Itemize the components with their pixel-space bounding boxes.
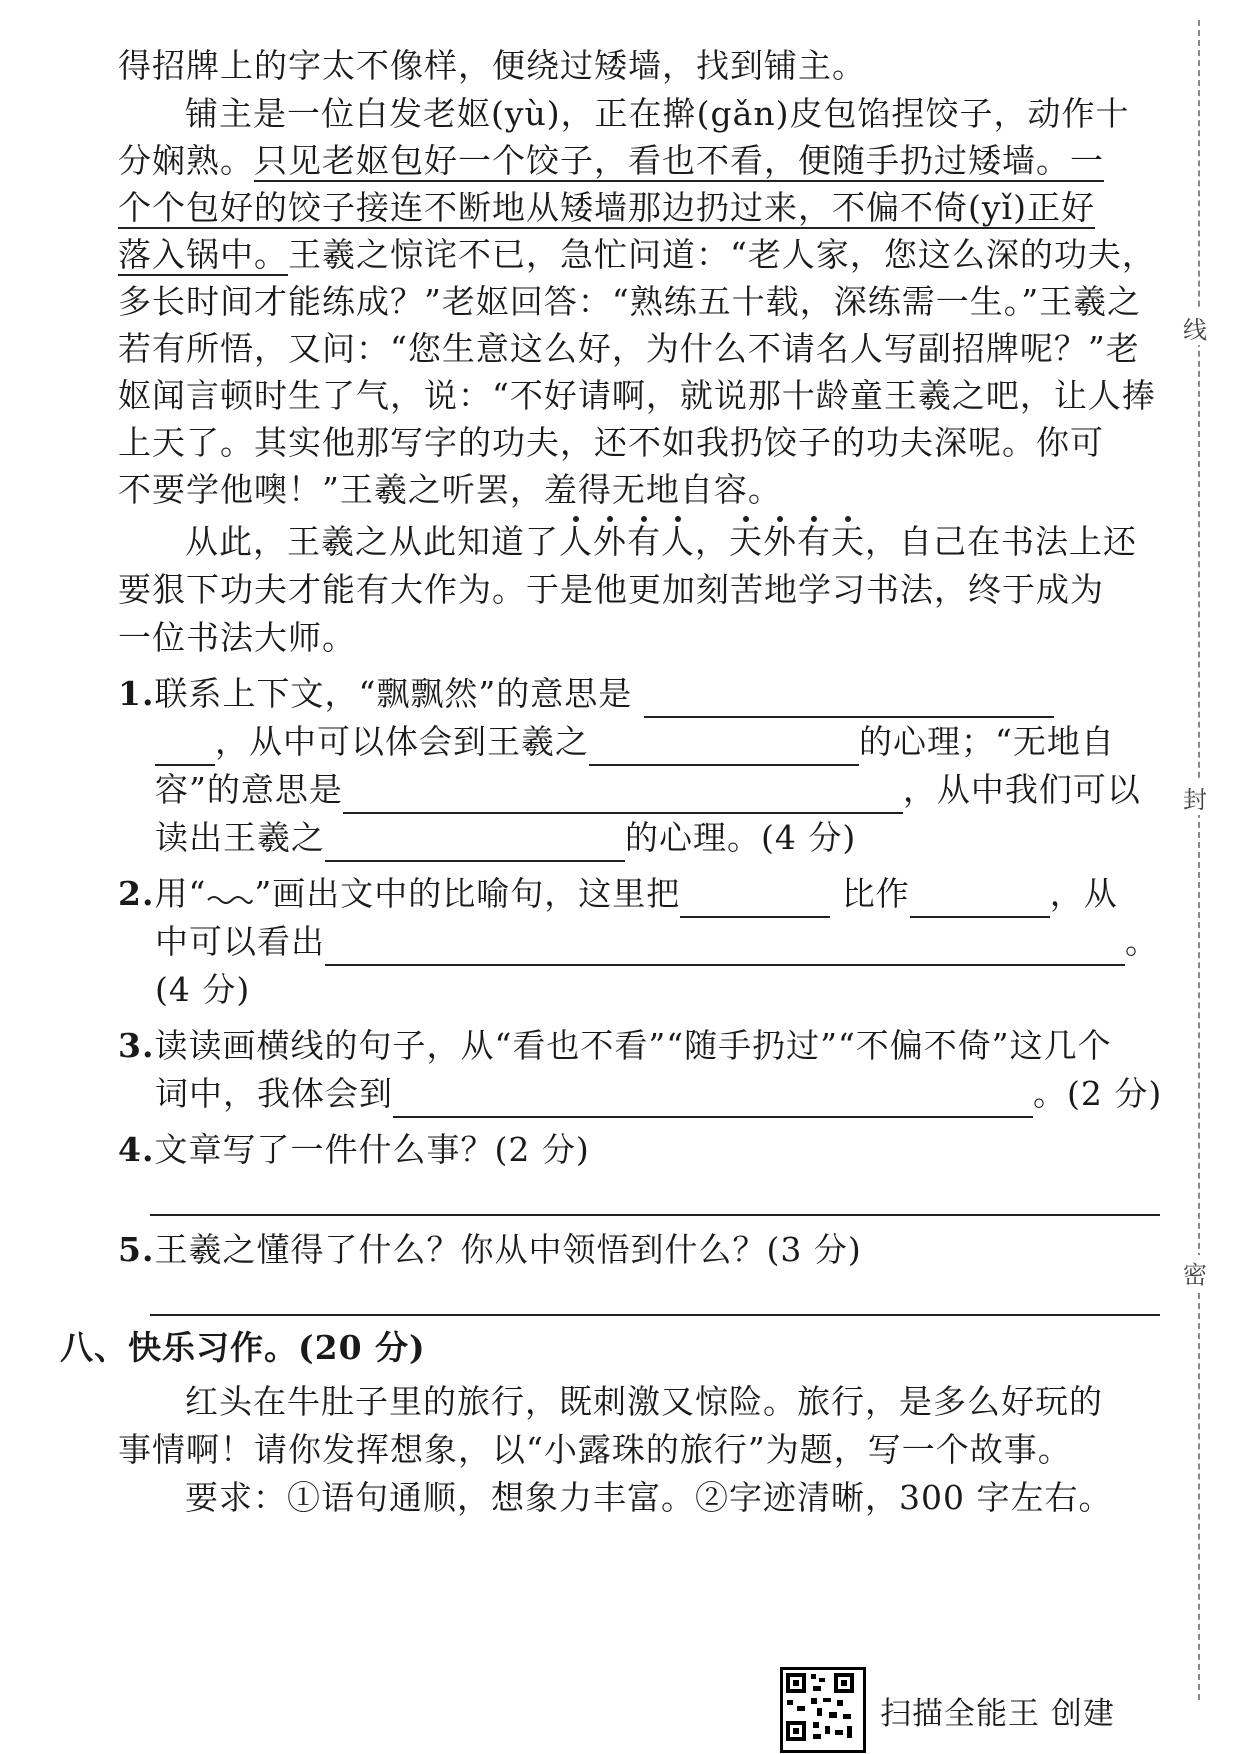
question-text: 的心理；“无地自 [859,722,1115,761]
question-text: 。(2 分) [1033,1074,1163,1113]
question-4-line [118,1126,1148,1174]
question-text: 王羲之懂得了什么？你从中领悟到什么？(3 分) [154,1230,862,1269]
answer-blank[interactable] [589,730,859,766]
question-text: ，从中可以体会到王羲之 [215,722,589,761]
question-text: ，从 [1049,874,1118,913]
question-text: 词中，我体会到 [155,1074,393,1113]
passage-line-2: 铺主是一位白发老妪(yù)，正在擀(gǎn)皮包馅捏饺子，动作十 [185,94,1130,133]
answer-blank[interactable] [325,826,625,862]
question-number: 3. [118,1026,155,1065]
question-3-line-2 [155,1070,1185,1118]
section-8-title: 八、快乐习作。(20 分) [60,1328,426,1367]
underlined-sentence: 落入锅中。 [118,235,288,274]
question-1-line-1 [118,670,1148,718]
passage-line-9: 上天了。其实他那写字的功夫，还不如我扔饺子的功夫深呢。你可 [118,423,1104,462]
passage-text: 分娴熟。 [118,141,254,180]
passage-line-5 [118,231,1156,279]
answer-blank[interactable] [343,778,903,814]
question-number: 5. [118,1230,155,1269]
passage-line-12: 要狠下功夫才能有大作为。于是他更加刻苦地学习书法，终于成为 [118,570,1104,609]
question-text: 。 [1125,922,1159,961]
answer-blank[interactable] [393,1082,1033,1118]
question-text: 的心理。(4 分) [625,818,857,857]
question-text: 文章写了一件什么事？(2 分) [154,1130,590,1169]
dotted-phrase: 人外有人 [559,522,695,561]
answer-blank[interactable] [910,882,1050,918]
passage-line-4 [118,184,1148,232]
margin-char-mi: 密 [1183,1255,1207,1290]
question-1-line-2 [155,718,1185,766]
passage-text: 从此，王羲之从此知道了 [185,522,559,561]
underlined-sentence: 个个包好的饺子接连不断地从矮墙那边扔过来，不偏不倚(yǐ)正好 [118,188,1095,227]
underlined-sentence: 只见老妪包好一个饺子，看也不看，便随手扔过矮墙。一 [254,141,1104,180]
answer-blank[interactable] [155,730,215,766]
dotted-phrase: 天外有天 [729,522,865,561]
question-text: 联系上下文，“飘飘然”的意思是 [154,674,633,713]
passage-line-8: 妪闻言顿时生了气，说：“不好请啊，就说那十龄童王羲之吧，让人捧 [118,376,1156,415]
question-5-line [118,1226,1148,1274]
section-8-paragraph-1: 红头在牛肚子里的旅行，既刺激又惊险。旅行，是多么好玩的 [185,1382,1103,1421]
answer-line[interactable] [150,1314,1160,1316]
question-2-line-2 [155,918,1185,966]
passage-line-3 [118,137,1148,185]
question-1-line-4 [155,814,1185,862]
passage-text: ，自己在书法上还 [865,522,1137,561]
question-text: 用“ [154,874,207,913]
passage-text: ， [695,522,729,561]
question-1-line-3 [155,766,1185,814]
question-3-line-1 [118,1022,1148,1070]
watermark-text: 扫描全能王 创建 [880,1695,1115,1732]
question-number: 1. [118,674,155,713]
question-number: 4. [118,1130,155,1169]
answer-blank[interactable] [680,882,830,918]
passage-line-11 [185,518,1215,566]
question-text: ”画出文中的比喻句，这里把 [254,874,681,913]
passage-text: 王羲之惊诧不已，急忙问道：“老人家，您这么深的功夫， [288,235,1156,274]
question-text: 读出王羲之 [155,818,325,857]
binding-margin-line [1198,20,1200,1700]
question-2-line-1 [118,870,1148,918]
answer-blank[interactable] [325,930,1125,966]
question-2-score: (4 分) [155,970,251,1009]
qr-code-icon [780,1667,866,1753]
answer-blank[interactable] [644,682,1054,718]
passage-line-1: 得招牌上的字太不像样，便绕过矮墙，找到铺主。 [118,46,866,85]
passage-line-13: 一位书法大师。 [118,618,356,657]
margin-char-feng: 封 [1183,780,1207,815]
passage-line-6: 多长时间才能练成？”老妪回答：“熟练五十载，深练需一生。”王羲之 [118,282,1142,321]
question-text: 比作 [841,874,910,913]
section-8-requirements: 要求：①语句通顺，想象力丰富。②字迹清晰，300 字左右。 [185,1478,1113,1517]
wavy-underline-icon [206,886,254,906]
margin-char-xian: 线 [1183,310,1207,345]
question-number: 2. [118,874,155,913]
scanner-watermark [780,1670,1115,1750]
passage-line-10: 不要学他噢！”王羲之听罢，羞得无地自容。 [118,470,782,509]
section-8-paragraph-2: 事情啊！请你发挥想象，以“小露珠的旅行”为题，写一个故事。 [118,1430,1072,1469]
question-text: ，从中我们可以 [902,770,1141,809]
question-text: 读读画横线的句子，从“看也不看”“随手扔过”“不偏不倚”这几个 [154,1026,1112,1065]
question-text: 容”的意思是 [155,770,343,809]
passage-line-7: 若有所悟，又问：“您生意这么好，为什么不请名人写副招牌呢？”老 [118,329,1140,368]
question-text: 中可以看出 [155,922,325,961]
answer-line[interactable] [150,1214,1160,1216]
